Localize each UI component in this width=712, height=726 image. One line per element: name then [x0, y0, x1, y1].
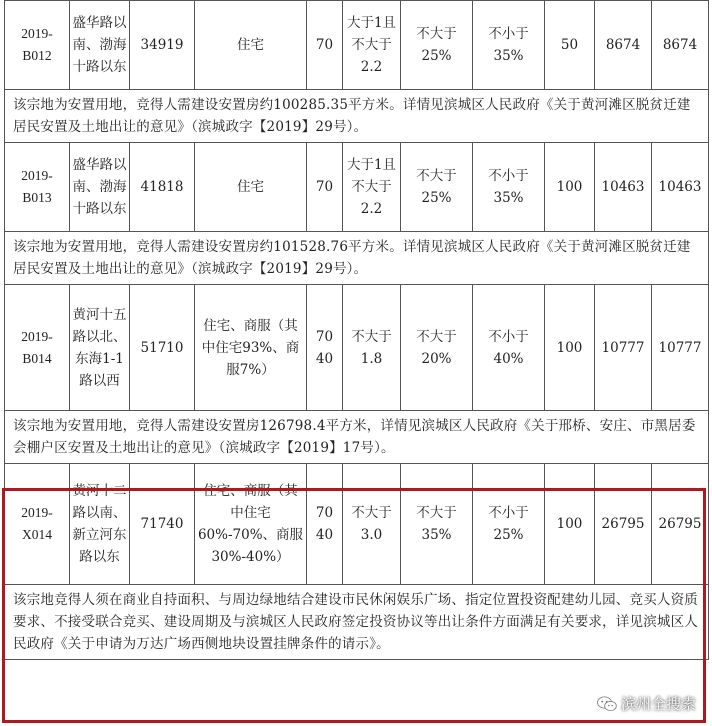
parcel-area: 51710	[130, 285, 195, 411]
table-row	[5, 1, 709, 90]
parcel-use: 住宅	[195, 143, 307, 232]
parcel-code: 2019-B014	[5, 285, 70, 411]
parcel-green-rate: 不小于40%	[473, 285, 545, 411]
parcel-location: 黄河十五路以北、东海1-1路以西	[70, 285, 130, 411]
watermark	[597, 693, 696, 714]
note-row	[5, 585, 709, 660]
parcel-code: 2019-X014	[5, 464, 70, 585]
parcel-start-price: 8674	[595, 1, 652, 90]
parcel-final-price: 10463	[652, 143, 709, 232]
parcel-location: 黄河十二路以南、新立河东路以东	[70, 464, 130, 585]
parcel-plot-ratio: 不大于1.8	[343, 285, 401, 411]
parcel-use: 住宅、商服（其中住宅93%、商服7%）	[195, 285, 307, 411]
parcel-green-rate: 不小于35%	[473, 143, 545, 232]
watermark-text: 滨州全搜索	[620, 695, 696, 713]
parcel-code: 2019-B012	[5, 1, 70, 90]
parcel-note: 该宗地为安置用地，竞得人需建设安置房约101528.76平方米。详情见滨城区人民政府《关于黄河滩区脱贫迁建居民安置及土地出让的意见》（滨城政字【2019】29号）。	[5, 232, 709, 285]
parcel-note: 该宗地竞得人须在商业自持面积、与周边绿地结合建设市民休闲娱乐广场、指定位置投资配建幼儿园、竞买人资质要求、不接受联合竞买、建设周期及与滨城区人民政府签定投资协议等出让条件方面满足有关要求，详见滨城区人民政府《关于申请为万达广场西侧地块设置挂牌条件的请示》。	[5, 585, 709, 660]
table-row	[5, 464, 709, 585]
land-listing-table	[4, 0, 709, 660]
parcel-start-price: 10777	[595, 285, 652, 411]
table-row	[5, 143, 709, 232]
parcel-deposit: 100	[545, 464, 595, 585]
parcel-density: 不大于25%	[401, 143, 473, 232]
note-row	[5, 411, 709, 464]
parcel-years: 70 40	[307, 285, 343, 411]
parcel-density: 不大于25%	[401, 1, 473, 90]
parcel-years: 70	[307, 1, 343, 90]
parcel-use: 住宅	[195, 1, 307, 90]
table-row	[5, 285, 709, 411]
parcel-final-price: 26795	[652, 464, 709, 585]
note-row	[5, 232, 709, 285]
parcel-deposit: 100	[545, 143, 595, 232]
wechat-icon	[597, 696, 617, 712]
parcel-deposit: 50	[545, 1, 595, 90]
parcel-note: 该宗地为安置用地，竞得人需建设安置房126798.4平方米，详情见滨城区人民政府《关于邢桥、安庄、市黑居委会棚户区安置及土地出让的意见》（滨城政字【2019】17号）。	[5, 411, 709, 464]
parcel-location: 盛华路以南、渤海十路以东	[70, 1, 130, 90]
note-row	[5, 90, 709, 143]
parcel-years: 70	[307, 143, 343, 232]
parcel-use: 住宅、商服（其中住宅60%-70%、商服30%-40%）	[195, 464, 307, 585]
parcel-note: 该宗地为安置用地，竞得人需建设安置房约100285.35平方米。详情见滨城区人民政府《关于黄河滩区脱贫迁建居民安置及土地出让的意见》（滨城政字【2019】29号）。	[5, 90, 709, 143]
parcel-density: 不大于35%	[401, 464, 473, 585]
parcel-green-rate: 不小于35%	[473, 1, 545, 90]
parcel-green-rate: 不小于25%	[473, 464, 545, 585]
parcel-code: 2019-B013	[5, 143, 70, 232]
parcel-final-price: 10777	[652, 285, 709, 411]
parcel-start-price: 26795	[595, 464, 652, 585]
parcel-area: 34919	[130, 1, 195, 90]
parcel-deposit: 100	[545, 285, 595, 411]
parcel-plot-ratio: 大于1且不大于2.2	[343, 1, 401, 90]
parcel-plot-ratio: 大于1且不大于2.2	[343, 143, 401, 232]
parcel-location: 盛华路以南、渤海十路以东	[70, 143, 130, 232]
parcel-area: 71740	[130, 464, 195, 585]
parcel-start-price: 10463	[595, 143, 652, 232]
parcel-area: 41818	[130, 143, 195, 232]
parcel-density: 不大于20%	[401, 285, 473, 411]
parcel-final-price: 8674	[652, 1, 709, 90]
parcel-plot-ratio: 不大于3.0	[343, 464, 401, 585]
parcel-years: 70 40	[307, 464, 343, 585]
